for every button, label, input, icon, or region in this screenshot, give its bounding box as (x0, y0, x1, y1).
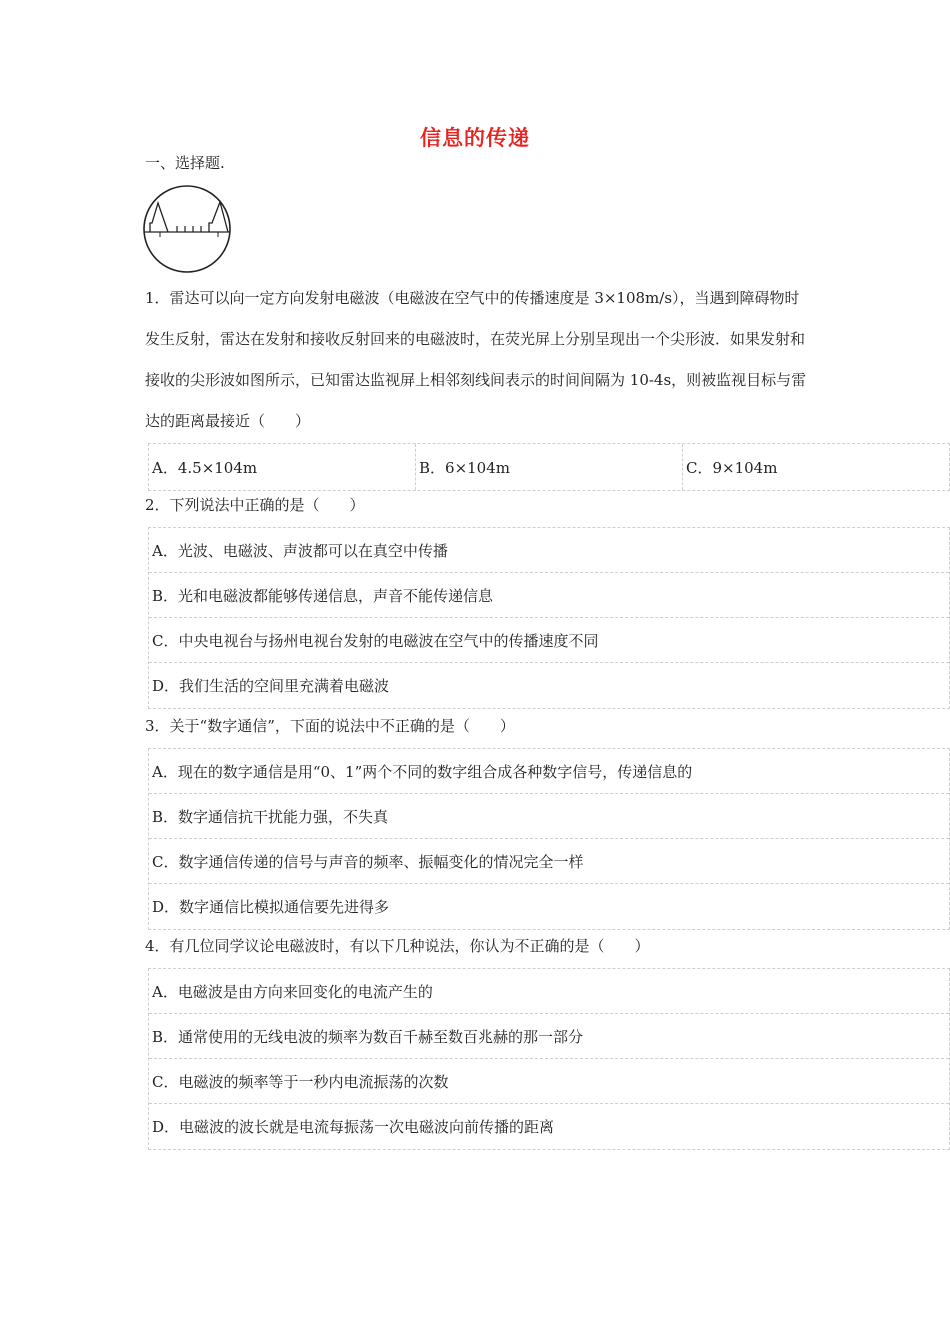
option-d: D．电磁波的波长就是电流每振荡一次电磁波向前传播的距离 (152, 1118, 555, 1136)
section-heading: 一、选择题. (145, 154, 225, 172)
option-c: C．电磁波的频率等于一秒内电流振荡的次数 (149, 1059, 949, 1104)
option-b: B．数字通信抗干扰能力强，不失真 (149, 794, 949, 839)
radar-screen-figure (141, 183, 233, 279)
option-c: C．中央电视台与扬州电视台发射的电磁波在空气中的传播速度不同 (149, 618, 949, 663)
question-3-options (148, 748, 950, 930)
option-c: C．数字通信传递的信号与声音的频率、振幅变化的情况完全一样 (149, 839, 949, 884)
option-b: B．6×104m (416, 444, 683, 490)
question-4-text: 4．有几位同学议论电磁波时，有以下几种说法，你认为不正确的是（ ） (145, 937, 650, 955)
option-a: A．光波、电磁波、声波都可以在真空中传播 (149, 528, 949, 573)
option-d: D．数字通信比模拟通信要先进得多 (152, 898, 390, 916)
question-3-text: 3．关于“数字通信”，下面的说法中不正确的是（ ） (145, 717, 515, 735)
question-2-options (148, 527, 950, 709)
question-2-text: 2．下列说法中正确的是（ ） (145, 496, 365, 514)
question-1-text: 1．雷达可以向一定方向发射电磁波（电磁波在空气中的传播速度是 3×108m/s），当遇到障碍物时发生反射，雷达在发射和接收反射回来的电磁波时，在荧光屏上分别呈现出一个尖形波．如果发射和接收的尖形波如图所示，已知雷达监视屏上相邻刻线间表示的时间间隔为 10-4s，则被监视目标与雷达的距离最接近（ ） (145, 289, 807, 430)
option-a: A．电磁波是由方向来回变化的电流产生的 (149, 969, 949, 1014)
question-1-options (148, 443, 950, 491)
option-c: C．9×104m (686, 458, 778, 477)
page-title: 信息的传递 (420, 126, 530, 150)
option-d: D．我们生活的空间里充满着电磁波 (152, 677, 390, 695)
question-4-options (148, 968, 950, 1150)
option-b: B．通常使用的无线电波的频率为数百千赫至数百兆赫的那一部分 (149, 1014, 949, 1059)
option-a: A．现在的数字通信是用“0、1”两个不同的数字组合成各种数字信号，传递信息的 (149, 749, 949, 794)
option-b: B．光和电磁波都能够传递信息，声音不能传递信息 (149, 573, 949, 618)
option-a: A．4.5×104m (149, 444, 416, 490)
